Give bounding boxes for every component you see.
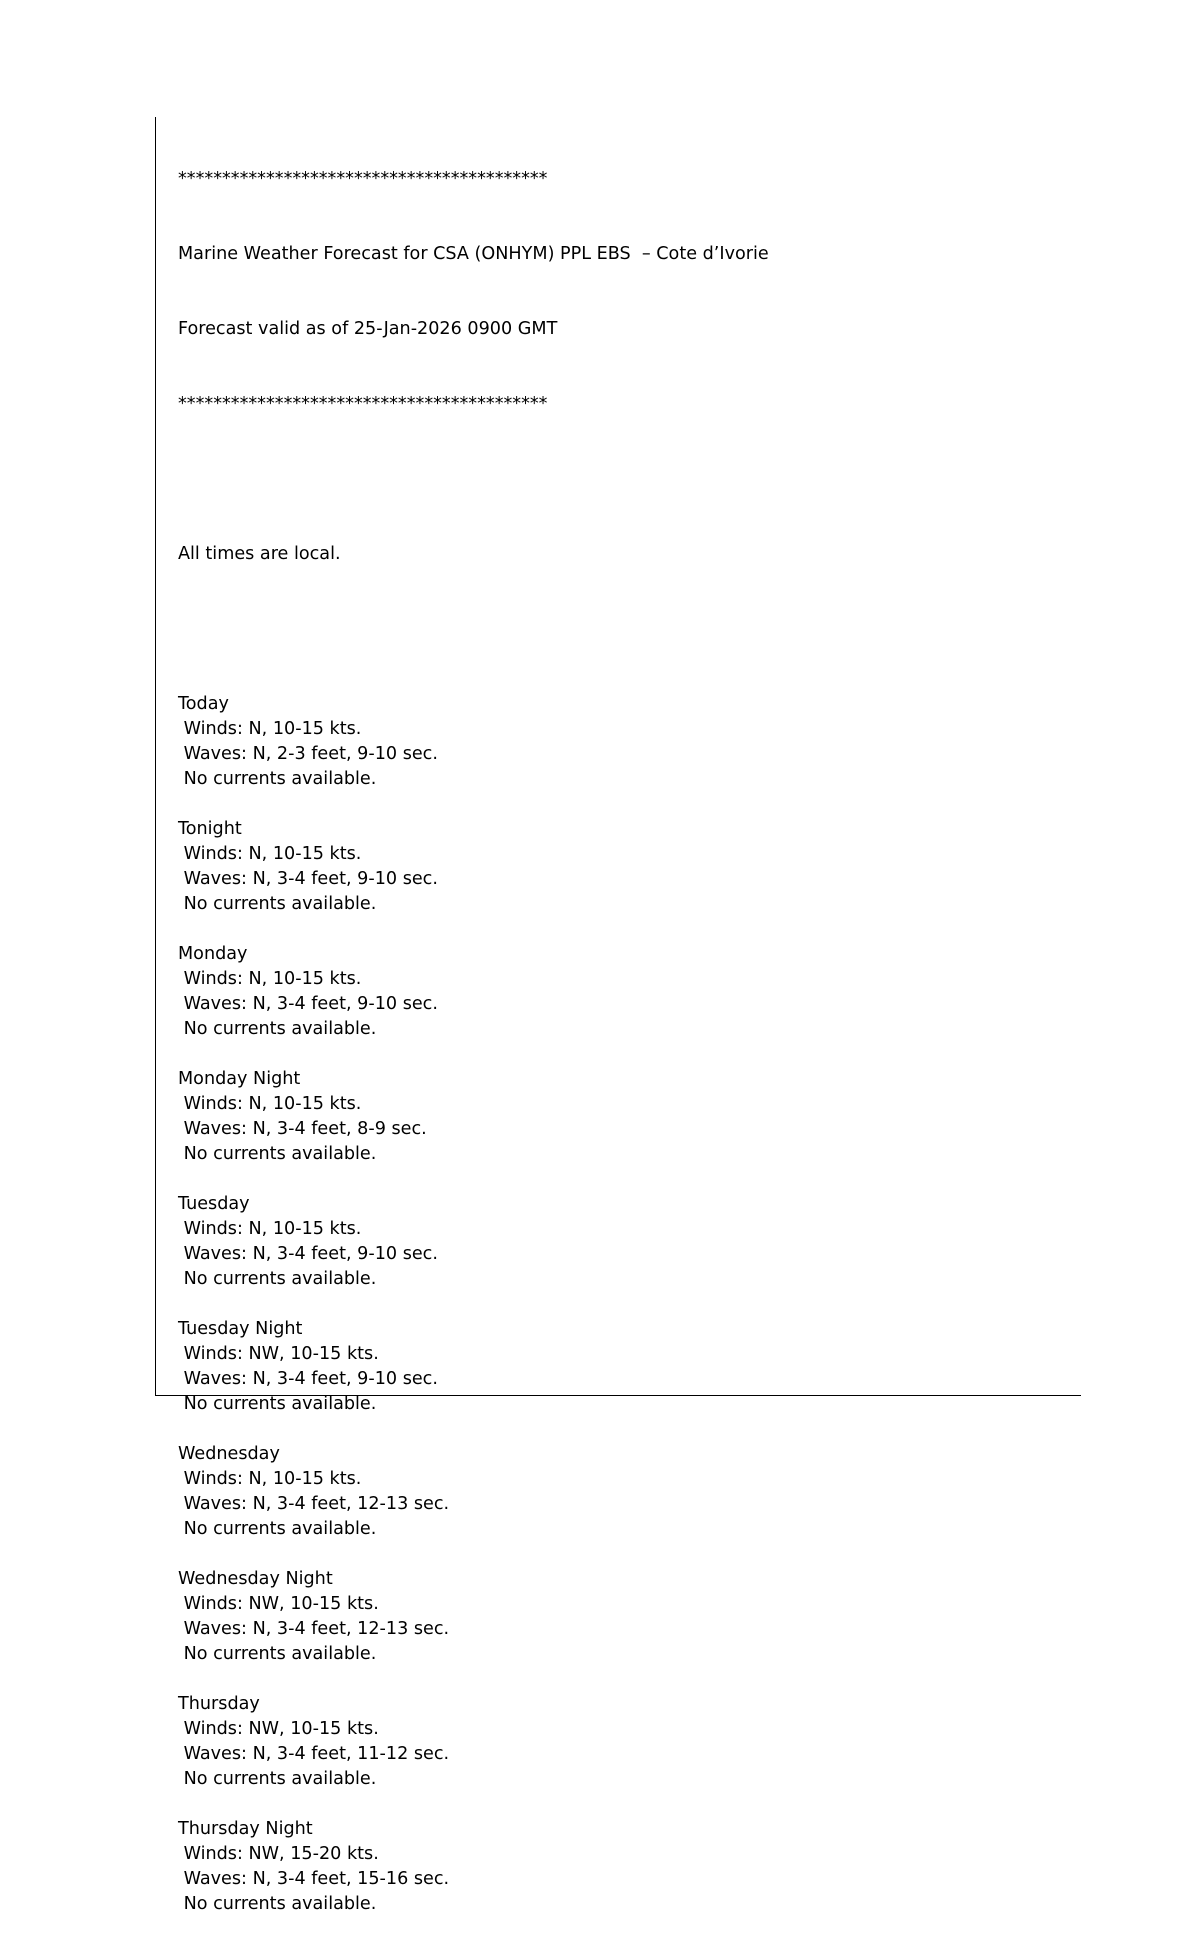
period-name: Monday Night bbox=[178, 1069, 301, 1089]
forecast-period bbox=[178, 692, 769, 817]
period-currents: No currents available. bbox=[178, 1519, 377, 1539]
period-currents: No currents available. bbox=[178, 1769, 377, 1789]
period-name: Today bbox=[178, 694, 229, 714]
period-waves: Waves: N, 3-4 feet, 11-12 sec. bbox=[178, 1744, 450, 1764]
period-name: Tuesday bbox=[178, 1194, 250, 1214]
period-waves: Waves: N, 3-4 feet, 9-10 sec. bbox=[178, 994, 438, 1014]
period-waves: Waves: N, 3-4 feet, 15-16 sec. bbox=[178, 1869, 450, 1889]
period-name: Thursday Night bbox=[178, 1819, 313, 1839]
period-waves: Waves: N, 3-4 feet, 9-10 sec. bbox=[178, 1369, 438, 1389]
period-winds: Winds: N, 10-15 kts. bbox=[178, 1219, 362, 1239]
period-currents: No currents available. bbox=[178, 1394, 377, 1414]
period-waves: Waves: N, 3-4 feet, 8-9 sec. bbox=[178, 1119, 427, 1139]
stars-bottom: ****************************************** bbox=[178, 394, 548, 414]
period-waves: Waves: N, 3-4 feet, 9-10 sec. bbox=[178, 869, 438, 889]
period-winds: Winds: NW, 10-15 kts. bbox=[178, 1594, 379, 1614]
forecast-valid: Forecast valid as of 25-Jan-2026 0900 GMT bbox=[178, 319, 558, 339]
period-currents: No currents available. bbox=[178, 1644, 377, 1664]
forecast-period bbox=[178, 1067, 769, 1192]
period-currents: No currents available. bbox=[178, 1019, 377, 1039]
period-name: Monday bbox=[178, 944, 248, 964]
period-winds: Winds: NW, 10-15 kts. bbox=[178, 1344, 379, 1364]
forecast-periods bbox=[178, 692, 769, 1917]
left-border-line bbox=[155, 117, 156, 1396]
forecast-period bbox=[178, 817, 769, 942]
period-winds: Winds: N, 10-15 kts. bbox=[178, 969, 362, 989]
stars-top: ****************************************** bbox=[178, 169, 548, 189]
period-name: Thursday bbox=[178, 1694, 260, 1714]
period-winds: Winds: NW, 15-20 kts. bbox=[178, 1844, 379, 1864]
period-waves: Waves: N, 3-4 feet, 12-13 sec. bbox=[178, 1494, 450, 1514]
period-currents: No currents available. bbox=[178, 894, 377, 914]
forecast-period bbox=[178, 1192, 769, 1317]
period-waves: Waves: N, 2-3 feet, 9-10 sec. bbox=[178, 744, 438, 764]
forecast-period bbox=[178, 1317, 769, 1442]
forecast-period bbox=[178, 1442, 769, 1567]
period-name: Wednesday bbox=[178, 1444, 280, 1464]
period-winds: Winds: N, 10-15 kts. bbox=[178, 719, 362, 739]
period-winds: Winds: N, 10-15 kts. bbox=[178, 1094, 362, 1114]
period-waves: Waves: N, 3-4 feet, 12-13 sec. bbox=[178, 1619, 450, 1639]
period-name: Wednesday Night bbox=[178, 1569, 333, 1589]
period-winds: Winds: N, 10-15 kts. bbox=[178, 844, 362, 864]
period-currents: No currents available. bbox=[178, 769, 377, 789]
period-name: Tonight bbox=[178, 819, 242, 839]
period-currents: No currents available. bbox=[178, 1894, 377, 1914]
period-currents: No currents available. bbox=[178, 1269, 377, 1289]
times-note: All times are local. bbox=[178, 544, 341, 564]
period-currents: No currents available. bbox=[178, 1144, 377, 1164]
forecast-document bbox=[178, 117, 769, 1942]
forecast-period bbox=[178, 942, 769, 1067]
forecast-period bbox=[178, 1817, 769, 1917]
period-winds: Winds: N, 10-15 kts. bbox=[178, 1469, 362, 1489]
period-winds: Winds: NW, 10-15 kts. bbox=[178, 1719, 379, 1739]
forecast-period bbox=[178, 1692, 769, 1817]
forecast-period bbox=[178, 1567, 769, 1692]
period-name: Tuesday Night bbox=[178, 1319, 303, 1339]
period-waves: Waves: N, 3-4 feet, 9-10 sec. bbox=[178, 1244, 438, 1264]
forecast-title: Marine Weather Forecast for CSA (ONHYM) PPL EBS – Cote d’Ivorie bbox=[178, 244, 769, 264]
